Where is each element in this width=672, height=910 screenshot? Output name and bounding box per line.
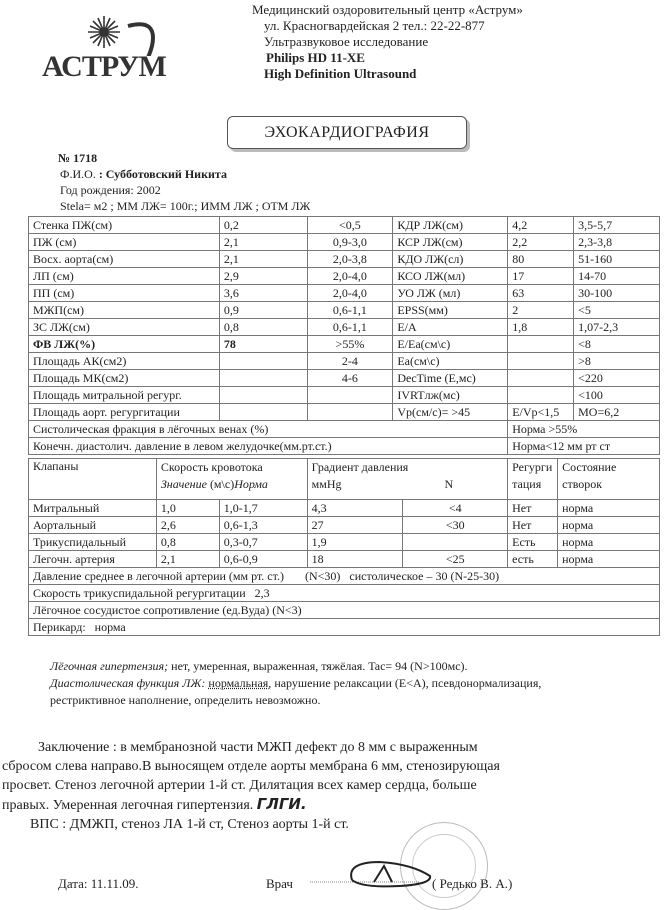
valve-gradient-norm [403,534,508,551]
param-label: Площадь митральной регург. [29,387,220,404]
param-norm-2: 2,3-3,8 [574,234,660,251]
conclusion [2,738,670,834]
param-value-2 [508,336,574,353]
doctor-name: ( Редько В. А.) [432,876,513,891]
param-value-2: 17 [508,268,574,285]
param-label-2: Vp(см/с)= >45 [393,404,508,421]
param-label: ПП (см) [29,285,220,302]
birth-year: 2002 [136,183,161,197]
gradient-header [307,459,507,500]
valve-state: норма [558,500,660,517]
param-value-2: 2,2 [508,234,574,251]
diastolic-label: Диастолическая функция ЛЖ: [50,676,206,690]
valves-table [28,458,660,636]
logo-text: АСТРУМ [42,50,166,83]
valve-regurgitation: Нет [508,500,558,517]
param-norm-2: 3,5-5,7 [574,217,660,234]
param-value-2: 80 [508,251,574,268]
param-label-2: E/Ea(см\с) [393,336,508,353]
param-value-2: 2 [508,302,574,319]
summary-text: Давление среднее в легочной артерии (мм рт. ст.) (N<30) систолическое – 30 (N-25-30) [29,568,660,585]
speed-value-label: Значение [160,477,207,491]
hypertension-label: Лёгочная гипертензия; [50,659,169,673]
diagnosis: ВПС : ДМЖП, стеноз ЛА 1-й ст, Стеноз аорты 1-й ст. [30,817,349,832]
end-diastolic-norm: Норма<12 мм рт ст [508,438,660,455]
patient-info [50,150,310,214]
speed-norm-label: Норма [234,477,268,491]
regurg-header: Регурги тация [508,459,558,500]
clinic-address: ул. Красногвардейская 2 тел.: 22-22-877 [264,18,485,33]
param-norm: 0,6-1,1 [307,319,393,336]
param-label-2: IVRTлж(мс) [393,387,508,404]
hypertension-note [50,658,541,675]
measurement-row [29,387,660,404]
state-header: Состояние створок [558,459,660,500]
measurement-row [29,268,660,285]
record-number-label: № [58,151,71,165]
valve-speed-norm: 0,3-0,7 [219,534,307,551]
param-norm [307,387,393,404]
valves-header: Клапаны [29,459,157,500]
body-params: Stela= м2 ; ММ ЛЖ= 100г.; ИММ ЛЖ ; ОТМ ЛЖ [60,199,311,213]
param-norm-2: 30-100 [574,285,660,302]
patient-name: : Субботовский Никита [98,167,227,181]
conclusion-line-2: сбросом слева направо.В выносящем отделе аорты мембрана 6 мм, стенозирующая [2,759,500,774]
valve-gradient-norm: <25 [403,551,508,568]
param-value: 0,9 [219,302,307,319]
valve-state: норма [558,551,660,568]
valve-regurgitation: есть [508,551,558,568]
param-value [219,370,307,387]
param-norm: 2-4 [307,353,393,370]
gradient-header-label: Градиент давления [311,460,409,474]
param-norm: >55% [307,336,393,353]
systolic-fraction-row [29,421,660,438]
diastolic-note [50,675,541,692]
measurement-row [29,404,660,421]
birth-year-row [50,182,310,198]
param-norm: 2,0-3,8 [307,251,393,268]
param-value: 0,2 [219,217,307,234]
param-label: Стенка ПЖ(см) [29,217,220,234]
param-label-2: Ea(см\с) [393,353,508,370]
gradient-unit-label: ммHg [311,477,342,491]
summary-text: Скорость трикуспидальной регургитации 2,3 [29,585,660,602]
valve-speed: 0,8 [156,534,219,551]
valve-name: Трикуспидальный [29,534,157,551]
valve-name: Легочн. артерия [29,551,157,568]
param-label: ЛП (см) [29,268,220,285]
param-value-2 [508,353,574,370]
param-norm [307,404,393,421]
param-value-2: 63 [508,285,574,302]
valve-speed-norm: 0,6-0,9 [219,551,307,568]
measurement-row [29,285,660,302]
param-label-2: DecTime (E,мс) [393,370,508,387]
handwritten-note: ГЛГИ. [256,795,307,813]
param-value: 2,1 [219,251,307,268]
param-norm-2: 1,07-2,3 [574,319,660,336]
param-label-2: КДО ЛЖ(сл) [393,251,508,268]
param-value-2: E/Vp<1,5 [508,404,574,421]
summary-row [29,619,660,636]
param-norm-2: 14-70 [574,268,660,285]
valve-state: норма [558,517,660,534]
device-subtitle: High Definition Ultrasound [264,66,417,81]
param-label: ПЖ (см) [29,234,220,251]
valve-row [29,500,660,517]
systolic-fraction-label: Систолическая фракция в лёгочных венах (%) [29,421,508,438]
notes [50,658,541,709]
param-value [219,387,307,404]
report-date: Дата: 11.11.09. [58,876,139,891]
measurement-row [29,336,660,353]
valve-gradient: 1,9 [307,534,403,551]
param-value [219,353,307,370]
param-value: 78 [219,336,307,353]
signature-icon [300,856,440,892]
param-norm: 4-6 [307,370,393,387]
measurement-row [29,370,660,387]
clinic-logo [40,6,190,86]
valve-gradient: 18 [307,551,403,568]
param-label: ФВ ЛЖ(%) [29,336,220,353]
speed-header [156,459,307,500]
clinic-name: Медицинский оздоровительный центр «Аструм» [252,2,523,17]
hypertension-text: нет, умеренная, выраженная, тяжёлая. Tac= 94 (N>100мс). [168,659,468,673]
param-value-2: 1,8 [508,319,574,336]
valve-gradient-norm: <30 [403,517,508,534]
param-value [219,404,307,421]
patient-name-label: Ф.И.О. [60,167,96,181]
measurement-row [29,319,660,336]
param-label-2: КДР ЛЖ(см) [393,217,508,234]
valve-regurgitation: Нет [508,517,558,534]
speed-header-label: Скорость кровотока [160,460,263,474]
param-label-2: EPSS(мм) [393,302,508,319]
summary-row [29,585,660,602]
speed-unit-label: (м\с) [206,477,235,491]
param-value: 2,9 [219,268,307,285]
param-norm-2: >8 [574,353,660,370]
end-diastolic-label: Конечн. диастолич. давление в левом желудочке(мм.рт.ст.) [29,438,508,455]
valves-header-row [29,459,660,500]
valve-gradient: 27 [307,517,403,534]
birth-year-label: Год рождения: [60,183,134,197]
param-norm: 2,0-4,0 [307,285,393,302]
record-number-value: 1718 [73,151,98,165]
valve-speed: 1,0 [156,500,219,517]
patient-name-row [50,166,310,182]
summary-row [29,602,660,619]
valve-row [29,517,660,534]
param-norm-2: <8 [574,336,660,353]
diastolic-text-2: рестриктивное наполнение, определить невозможно. [50,693,321,707]
measurement-row [29,217,660,234]
device-name: Philips HD 11-XE [266,50,365,65]
summary-row [29,568,660,585]
param-norm-2: <5 [574,302,660,319]
param-value: 2,1 [219,234,307,251]
diastolic-text: нарушение релаксации (E<A), псевдонормализация, [271,676,542,690]
param-norm-2: <100 [574,387,660,404]
param-value-2: 4,2 [508,217,574,234]
param-norm-2: МО=6,2 [574,404,660,421]
end-diastolic-row [29,438,660,455]
param-label-2: КСО ЛЖ(мл) [393,268,508,285]
param-label-2: E/A [393,319,508,336]
param-label-2: УО ЛЖ (мл) [393,285,508,302]
valve-speed-norm: 0,6-1,3 [219,517,307,534]
diastolic-selected: нормальная, [208,676,272,690]
measurements-table [28,216,660,455]
valve-row [29,534,660,551]
param-label: Площадь МК(см2) [29,370,220,387]
valve-speed: 2,1 [156,551,219,568]
valve-gradient-norm: <4 [403,500,508,517]
valve-speed-norm: 1,0-1,7 [219,500,307,517]
valve-name: Митральный [29,500,157,517]
systolic-fraction-norm: Норма >55% [508,421,660,438]
conclusion-line-1: Заключение : в мембранозной части МЖП дефект до 8 мм с выраженным [38,740,478,755]
param-norm: 0,6-1,1 [307,302,393,319]
conclusion-line-4: правых. Умеренная легочная гипертензия. [2,798,254,813]
measurement-row [29,251,660,268]
param-label: Восх. аорта(см) [29,251,220,268]
param-value-2 [508,387,574,404]
measurement-row [29,302,660,319]
param-norm-2: 51-160 [574,251,660,268]
measurement-row [29,234,660,251]
valve-speed: 2,6 [156,517,219,534]
summary-text: Лёгочное сосудистое сопротивление (ед.Вуда) (N<3) [29,602,660,619]
star-icon [40,6,190,56]
gradient-norm-label: N [444,477,454,491]
record-number [50,150,310,166]
param-norm: <0,5 [307,217,393,234]
param-norm-2: <220 [574,370,660,387]
param-value: 0,8 [219,319,307,336]
doctor-label: Врач [266,876,293,891]
study-type: Ультразвуковое исследование [264,34,429,49]
param-label: МЖП(см) [29,302,220,319]
param-value: 3,6 [219,285,307,302]
summary-text: Перикард: норма [29,619,660,636]
param-label: ЗС ЛЖ(см) [29,319,220,336]
param-norm: 0,9-3,0 [307,234,393,251]
param-label-2: КСР ЛЖ(см) [393,234,508,251]
document-title: ЭХОКАРДИОГРАФИЯ [227,116,467,149]
valve-gradient: 4,3 [307,500,403,517]
conclusion-line-3: просвет. Стеноз легочной артерии 1-й ст. Дилятация всех камер сердца, больше [2,778,477,793]
valve-state: норма [558,534,660,551]
param-label: Площадь аорт. регургитации [29,404,220,421]
param-norm: 2,0-4,0 [307,268,393,285]
valve-name: Аортальный [29,517,157,534]
clinic-header [252,2,523,82]
param-value-2 [508,370,574,387]
measurement-row [29,353,660,370]
param-label: Площадь АК(см2) [29,353,220,370]
valve-row [29,551,660,568]
valve-regurgitation: Есть [508,534,558,551]
